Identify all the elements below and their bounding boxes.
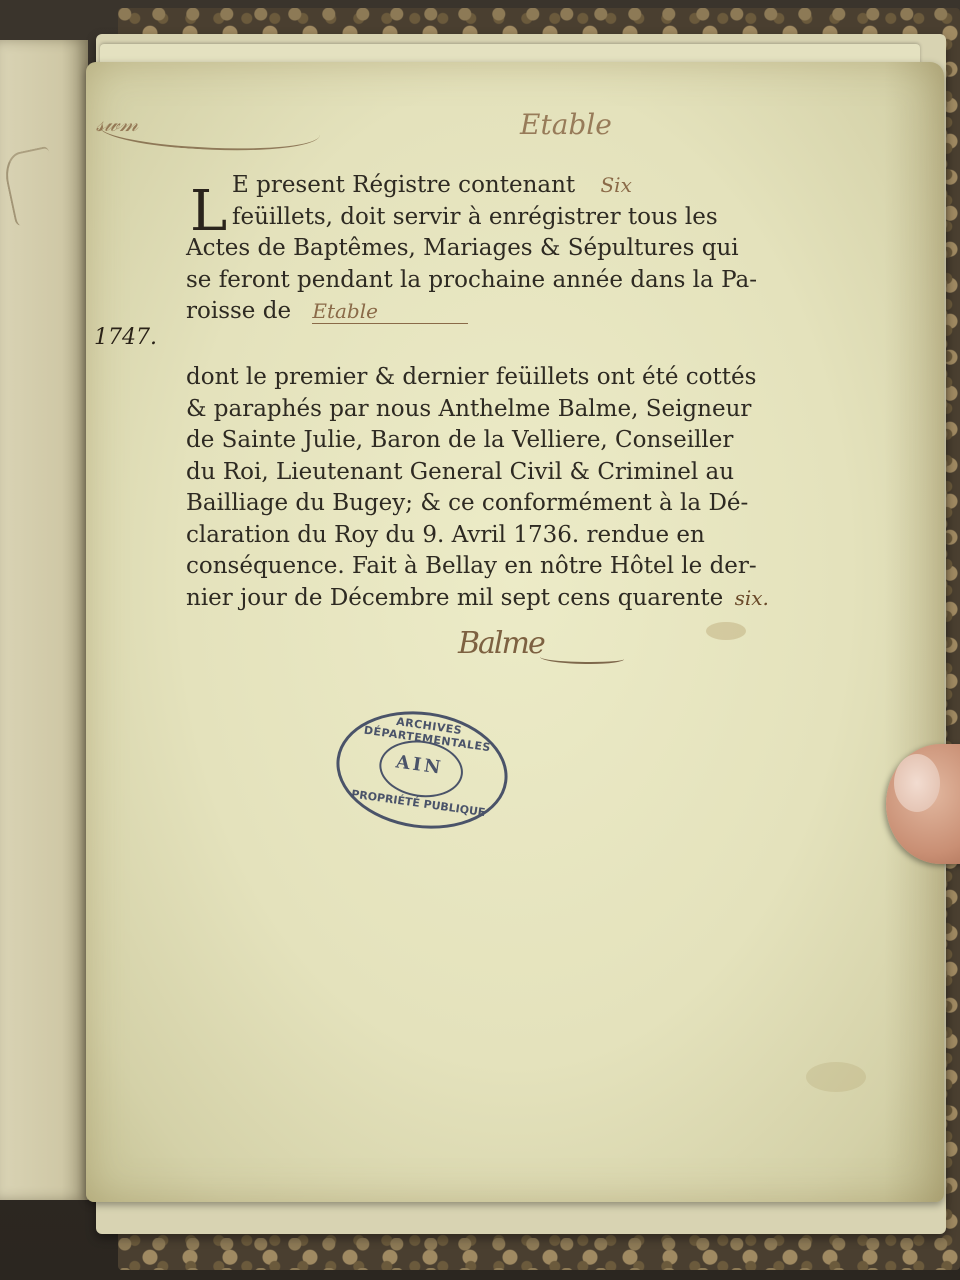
printed-line-3: Actes de Baptêmes, Mariages & Sépultures qui <box>186 235 739 261</box>
printed-line-4: se feront pendant la prochaine année dans la Pa- <box>186 266 757 293</box>
printed-line-13: nier jour de Décembre mil sept cens quarente six. <box>186 584 769 611</box>
thumbnail <box>894 754 940 812</box>
signature: Balme <box>458 626 544 661</box>
printed-line-1: E present Régistre contenant Six <box>232 172 632 198</box>
drop-cap: L <box>190 179 228 244</box>
printed-line-8: de Sainte Julie, Baron de la Velliere, Conseiller <box>186 427 734 453</box>
handwritten-parish: Etable <box>312 299 468 324</box>
header-annotation-left: 𝓈𝓌𝓂 <box>96 112 139 137</box>
handwritten-count: Six <box>600 173 632 197</box>
printed-line-9: du Roi, Lieutenant General Civil & Criminel au <box>186 458 735 485</box>
handwritten-year-word: six. <box>734 585 769 610</box>
left-page-ink-mark <box>1 146 63 226</box>
printed-text-block-1 <box>186 170 806 328</box>
left-page-edge <box>0 40 88 1200</box>
margin-year: 1747. <box>94 325 157 350</box>
printed-line-11: claration du Roy du 9. Avril 1736. rendue en <box>186 521 705 548</box>
printed-line-12: conséquence. Fait à Bellay en nôtre Hôtel le der- <box>186 553 757 579</box>
printed-line-6: dont le premier & dernier feüillets ont été cottés <box>186 364 757 390</box>
stamp-middle-text: AIN <box>394 751 445 779</box>
stamp-top-text: ARCHIVES DÉPARTEMENTALES <box>363 715 492 755</box>
printed-line-7: & paraphés par nous Anthelme Balme, Seigneur <box>186 395 752 422</box>
printed-line-2: feüillets, doit servir à enrégistrer tous les <box>232 203 718 230</box>
printed-text-block-2 <box>186 362 806 614</box>
printed-line-10: Bailliage du Bugey; & ce conformément à la Dé- <box>186 490 749 516</box>
stamp-bottom-text: PROPRIÉTÉ PUBLIQUE <box>350 787 487 820</box>
ink-stain <box>706 622 746 640</box>
page-stain <box>806 1062 866 1092</box>
header-annotation-right: Etable <box>520 108 612 141</box>
printed-line-5: roisse de Etable <box>186 296 806 328</box>
page-shade <box>884 62 944 1202</box>
